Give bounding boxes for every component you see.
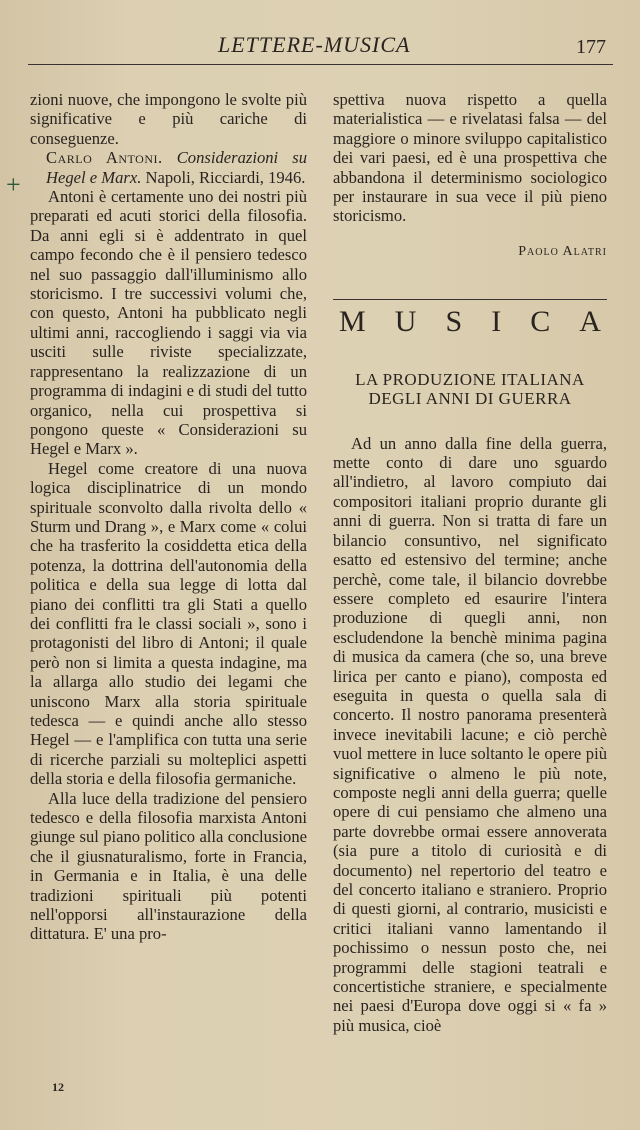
- review-signature: Paolo Alatri: [518, 243, 607, 259]
- section-letter: M: [339, 305, 366, 339]
- review-title: Considerazioni su Hegel e Marx.: [46, 148, 307, 187]
- section-letter: A: [579, 305, 601, 339]
- article-title-line: LA PRODUZIONE ITALIANA: [355, 369, 585, 389]
- left-continuation: zioni nuove, che impongono le svolte più significative e più cariche di conseguenze.: [30, 90, 307, 148]
- right-column: [333, 90, 607, 1035]
- section-rule: [333, 299, 607, 300]
- article-title-line: DEGLI ANNI DI GUERRA: [368, 388, 572, 408]
- signature-mark: 12: [52, 1080, 64, 1094]
- header-rule: [28, 64, 613, 65]
- section-letter: C: [530, 305, 551, 339]
- section-letter: U: [394, 305, 417, 339]
- right-continuation: spettiva nuova rispetto a quella materialistica — e rivelatasi falsa — del maggiore o minore sviluppo capitalistico dei vari paesi, ed è una prospettiva che abbandona il determinismo sociologico per instaurare in sua vece il più pieno storicismo.: [333, 90, 607, 226]
- review-author: Carlo Antoni.: [46, 148, 163, 168]
- left-paragraph-1: Antoni è certamente uno dei nostri più preparati ed acuti storici della filosofia. Da anni egli si è addentrato in quel campo fecondo che è il pensiero tedesco nel suo passaggio dall'illuminismo allo storicismo. I tre successivi volumi che, con questo, Antoni ha pubblicato negli ultimi anni, raccogliendo i saggi via via usciti sulle riviste specializzate, rappresentano la realizzazione di un programma di indagini e di studi del tutto organico, nella cui prospettiva si pongono queste « Considerazioni su Hegel e Marx ».: [30, 187, 307, 459]
- left-paragraph-2: Hegel come creatore di una nuova logica disciplinatrice di un mondo spirituale sconvolto dalla rivolta dello « Sturm und Drang », e Marx come « colui che ha trasferito la cosiddetta etica della potenza, la dottrina dell'autonomia della politica e della sua legge di lotta dal piano dei conflitti tra gli Stati a quello dei conflitti fra le classi sociali », sono i protagonisti del libro di Antoni; il quale però non si limita a questa indagine, ma la allarga allo studio dei legami che uniscono Marx alla storia spirituale tedesca — e quindi anche allo stesso Hegel — e l'amplifica con tutta una serie di ricerche parziali su molteplici aspetti della storia e della filosofia germaniche.: [30, 458, 307, 789]
- running-title: LETTERE-MUSICA: [218, 32, 411, 57]
- margin-pencil-mark: +: [6, 170, 21, 199]
- section-title: [333, 305, 607, 339]
- page-header: [0, 30, 640, 60]
- left-column: [30, 90, 307, 944]
- left-paragraph-3: Alla luce della tradizione del pensiero tedesco e della filosofia marxista Antoni giunge sul piano politico alla conclusione che il giusnaturalismo, forte in Francia, in Germania e in Italia, è una delle tradizioni spirituali più potenti nell'opporsi all'instaurazione della dittatura. E' una pro-: [30, 788, 307, 944]
- review-publisher: Napoli, Ricciardi, 1946.: [145, 167, 306, 187]
- page-number: 177: [576, 36, 606, 58]
- article-title: [333, 370, 607, 408]
- review-heading: [30, 148, 307, 187]
- section-letter: I: [491, 305, 502, 339]
- section-letter: S: [445, 305, 463, 339]
- right-paragraph-1: Ad un anno dalla fine della guerra, mette conto di dare uno sguardo all'indietro, al lavoro compiuto dai compositori italiani proprio durante gli anni di guerra. Non si tratta di fare un bilancio consuntivo, nel significato esatto ed estensivo del termine; anche perchè, come tale, il bilancio dovrebbe essere completo ed esaurire l'intera produzione di quegli anni, non escludendone la benchè minima pagina di musica da camera (che so, una breve lirica per canto e piano), composta ed eseguita in questa o quella sala di concerto. Il nostro panorama presenterà invece inevitabili lacune; e ciò perchè vuol mettere in luce soltanto le opere più significative o almeno le più note, composte negli anni della guerra; quelle opere di cui pensiamo che almeno una parte dovrebbe ormai essere annoverata (sia pure a titolo di curiosità e di documento) nel repertorio del teatro e del concerto italiano e straniero. Proprio di questi giorni, al contrario, musicisti e critici italiani vanno lamentando il pochissimo o nessun posto che, nei programmi delle stagioni teatrali e concertistiche straniere, e specialmente nei paesi d'Europa dove oggi si « fa » più musica, cioè: [333, 433, 607, 1035]
